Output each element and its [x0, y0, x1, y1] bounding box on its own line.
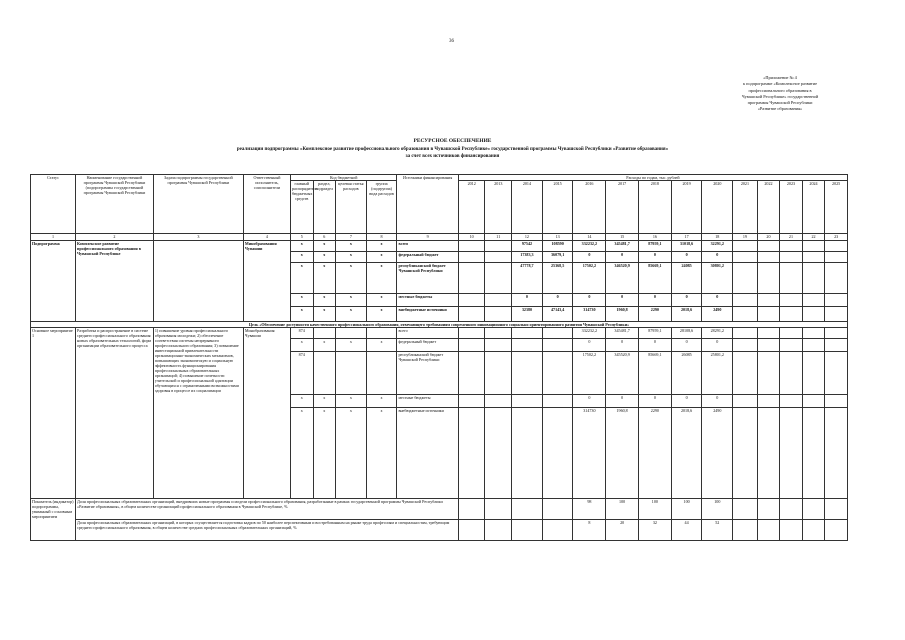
indicator-value: [825, 499, 848, 520]
budget-code: x: [336, 294, 367, 307]
amount-cell: 0: [671, 395, 702, 408]
header-expenses: Расходы по годам, тыс. рублей: [458, 175, 847, 181]
appendix-line: «Приложение № 4: [763, 75, 797, 80]
amount-cell: 0: [512, 294, 543, 307]
amount-cell: [512, 352, 543, 395]
budget-code: 874: [290, 328, 313, 339]
column-number: 12: [512, 234, 543, 241]
year-header: 2016: [573, 181, 606, 234]
amount-cell: [780, 263, 803, 294]
amount-cell: 0: [606, 252, 639, 263]
year-header: 2020: [702, 181, 733, 234]
amount-cell: [825, 339, 848, 352]
amount-cell: 0: [671, 339, 702, 352]
appendix-line: Чувашской Республике» государственной: [741, 93, 819, 99]
funding-source: всего: [397, 328, 458, 339]
amount-cell: [780, 339, 803, 352]
budget-code: x: [366, 294, 397, 307]
budget-code: x: [336, 307, 367, 322]
budget-code: x: [366, 263, 397, 294]
appendix-line: профессионального образования в: [748, 87, 812, 93]
amount-cell: [485, 328, 512, 339]
budget-code: x: [290, 395, 313, 408]
column-number: 23: [825, 234, 848, 241]
amount-cell: [802, 263, 825, 294]
indicator-value: [485, 520, 512, 541]
budget-code: x: [290, 408, 313, 499]
appendix-line: программы Чувашской Республики: [747, 100, 813, 106]
header-section: раздел, подраздел: [313, 181, 336, 234]
budget-code: [336, 328, 367, 339]
year-header: 2015: [542, 181, 573, 234]
column-number: 5: [290, 234, 313, 241]
amount-cell: [802, 408, 825, 499]
budget-code: x: [313, 339, 336, 352]
budget-code: x: [336, 408, 367, 499]
amount-cell: 1960,8: [606, 408, 639, 499]
indicator-value: [757, 499, 780, 520]
amount-cell: 28108,6: [671, 328, 702, 339]
header-grbs: главный распорядитель бюджетных средств: [290, 181, 313, 234]
column-number: 11: [485, 234, 512, 241]
header-target-item: целевая статья расходов: [336, 181, 367, 234]
budget-code: x: [313, 395, 336, 408]
year-header: 2017: [606, 181, 639, 234]
amount-cell: 0: [606, 294, 639, 307]
activity-name: Разработка и распространение в системе среднего профессионального образования новых образовательных технологий, форм организации образовательного процесса: [76, 328, 154, 499]
budget-code: x: [313, 252, 336, 263]
doc-subtitle-2: за счет всех источников финансирования: [405, 154, 500, 159]
budget-code: x: [366, 307, 397, 322]
column-number: 7: [336, 234, 367, 241]
amount-cell: 31018,6: [671, 241, 702, 252]
funding-source: федеральный бюджет: [397, 252, 458, 263]
amount-cell: 32291,2: [702, 241, 733, 252]
amount-cell: [825, 241, 848, 252]
budget-code: [366, 328, 397, 339]
amount-cell: [780, 328, 803, 339]
amount-cell: 17502,2: [573, 263, 606, 294]
amount-cell: 24085: [671, 263, 702, 294]
amount-cell: 2290: [638, 307, 671, 322]
amount-cell: [733, 294, 758, 307]
year-header: 2025: [825, 181, 848, 234]
budget-code: x: [336, 263, 367, 294]
amount-cell: 97542: [512, 241, 543, 252]
column-number: 20: [757, 234, 780, 241]
amount-cell: [733, 339, 758, 352]
funding-source: местные бюджеты: [397, 395, 458, 408]
amount-cell: 85669,1: [638, 263, 671, 294]
indicator-value: [780, 499, 803, 520]
amount-cell: [458, 241, 485, 252]
indicator-value: [542, 499, 573, 520]
amount-cell: [802, 328, 825, 339]
budget-code: x: [313, 408, 336, 499]
budget-code: x: [366, 395, 397, 408]
amount-cell: 0: [638, 294, 671, 307]
column-number: 22: [802, 234, 825, 241]
budget-code: x: [290, 263, 313, 294]
budget-code: x: [336, 252, 367, 263]
column-number: 6: [313, 234, 336, 241]
column-number-row: [31, 234, 848, 241]
amount-cell: 0: [702, 339, 733, 352]
indicator-value: [512, 520, 543, 541]
amount-cell: 0: [606, 339, 639, 352]
amount-cell: [757, 328, 780, 339]
amount-cell: 17502,2: [573, 352, 606, 395]
indicator-value: [802, 499, 825, 520]
column-number: 21: [780, 234, 803, 241]
amount-cell: [802, 395, 825, 408]
header-task: Задача подпрограммы государственной программы Чувашской Республики: [153, 175, 243, 234]
header-group: группа (подгруппа) вида расходов: [366, 181, 397, 234]
amount-cell: 87959,1: [638, 241, 671, 252]
amount-cell: [780, 307, 803, 322]
doc-subtitle: реализации подпрограммы «Комплексное развитие профессионального образования в Чувашской Республике» государственной программы Чувашской Республики «Развитие образования»: [236, 147, 669, 152]
funding-source: внебюджетные источники: [397, 408, 458, 499]
indicator-value: 100: [606, 499, 639, 520]
amount-cell: [512, 395, 543, 408]
indicator-value: [512, 499, 543, 520]
amount-cell: 0: [671, 252, 702, 263]
amount-cell: [825, 252, 848, 263]
page-number: 36: [449, 39, 454, 44]
amount-cell: [757, 408, 780, 499]
amount-cell: 0: [606, 395, 639, 408]
amount-cell: [458, 307, 485, 322]
column-number: 9: [397, 234, 458, 241]
indicator-value: [802, 520, 825, 541]
budget-code: x: [290, 339, 313, 352]
amount-cell: 87959,1: [638, 328, 671, 339]
budget-code: x: [366, 408, 397, 499]
budget-code: x: [290, 294, 313, 307]
budget-code: x: [336, 339, 367, 352]
indicator-value: [733, 520, 758, 541]
amount-cell: [485, 241, 512, 252]
funding-source: федеральный бюджет: [397, 339, 458, 352]
amount-cell: [802, 352, 825, 395]
subprogram-task: [153, 241, 243, 322]
year-header: 2023: [780, 181, 803, 234]
budget-code: x: [313, 294, 336, 307]
activity-task: 1) повышение уровня профессионального образования молодежи; 2) обеспечение соответствия системы непрерывного профессионального образования; 3) повышение инвестиционной привлекательности организационно-экономических механизмов, повышающих экономическую и социальную эффективность функционирования профессиональных образовательных организаций; 4) повышение почетности учительской и профессиональной адаптации обучающихся с ограниченными возможностями здоровья в процессе их социализации: [153, 328, 243, 499]
indicator-value: [780, 520, 803, 541]
column-number: 16: [638, 234, 671, 241]
budget-code: x: [290, 307, 313, 322]
activity-responsible: Минобразования Чувашии: [243, 328, 290, 499]
budget-code: x: [366, 241, 397, 252]
amount-cell: [733, 307, 758, 322]
amount-cell: 345481,7: [606, 241, 639, 252]
amount-cell: [802, 241, 825, 252]
column-number: 10: [458, 234, 485, 241]
amount-cell: 47778,7: [512, 263, 543, 294]
amount-cell: 0: [573, 339, 606, 352]
indicator-value: 100: [702, 499, 733, 520]
amount-cell: 0: [638, 339, 671, 352]
amount-cell: [802, 252, 825, 263]
amount-cell: [458, 263, 485, 294]
indicator-value: 8: [573, 520, 606, 541]
column-number: 4: [243, 234, 290, 241]
budget-code: [366, 352, 397, 395]
indicator-value: [733, 499, 758, 520]
amount-cell: [485, 307, 512, 322]
amount-cell: [757, 252, 780, 263]
amount-cell: 2018,6: [671, 307, 702, 322]
budget-code: x: [366, 339, 397, 352]
amount-cell: [825, 408, 848, 499]
amount-cell: 36079,1: [542, 252, 573, 263]
appendix-line: «Развитие образования»: [757, 106, 803, 112]
column-number: 13: [542, 234, 573, 241]
column-number: 14: [573, 234, 606, 241]
amount-cell: 2490: [702, 307, 733, 322]
subprogram-responsible: Минобразования Чувашии: [243, 241, 290, 322]
amount-cell: [757, 395, 780, 408]
indicator-value: [458, 499, 485, 520]
amount-cell: 47143,4: [542, 307, 573, 322]
amount-cell: 26085: [671, 352, 702, 395]
column-number: 17: [671, 234, 702, 241]
budget-code: x: [313, 307, 336, 322]
amount-cell: 332232,2: [573, 328, 606, 339]
amount-cell: 0: [573, 395, 606, 408]
amount-cell: [802, 307, 825, 322]
indicator-value: 20: [606, 520, 639, 541]
amount-cell: 0: [702, 395, 733, 408]
amount-cell: 0: [638, 252, 671, 263]
amount-cell: 345481,7: [606, 328, 639, 339]
amount-cell: [733, 352, 758, 395]
amount-cell: 0: [671, 294, 702, 307]
budget-code: [336, 352, 367, 395]
budget-code: x: [366, 252, 397, 263]
indicator-value: 52: [702, 520, 733, 541]
indicator-value: [458, 520, 485, 541]
activity-status: Основное мероприятие 1: [31, 328, 76, 499]
amount-cell: [780, 241, 803, 252]
amount-cell: [542, 395, 573, 408]
amount-cell: [485, 352, 512, 395]
amount-cell: [757, 352, 780, 395]
amount-cell: 2290: [638, 408, 671, 499]
year-header: 2022: [757, 181, 780, 234]
indicator-value: 100: [671, 499, 702, 520]
amount-cell: [458, 408, 485, 499]
amount-cell: [512, 339, 543, 352]
indicator-row: [31, 499, 848, 520]
indicator-text: Доля профессиональных образовательных организаций, внедривших новые программы и модели профессионального образования, разработанные в рамках государственной программы Чувашской Республики «Развитие образования», в общем количестве организаций профессионального образования в Чувашской Республике, %: [76, 499, 459, 520]
indicator-value: [542, 520, 573, 541]
year-header: 2014: [512, 181, 543, 234]
amount-cell: [780, 294, 803, 307]
budget-code: x: [290, 252, 313, 263]
amount-cell: [780, 352, 803, 395]
amount-cell: 25801,2: [702, 352, 733, 395]
amount-cell: 1960,8: [606, 307, 639, 322]
indicator-status: Показатель (индикатор) подпрограммы, увязанный с основным мероприятием: [31, 499, 76, 541]
amount-cell: [485, 294, 512, 307]
amount-cell: 2018,6: [671, 408, 702, 499]
budget-code: [313, 352, 336, 395]
amount-cell: [733, 252, 758, 263]
amount-cell: [458, 294, 485, 307]
amount-cell: [825, 352, 848, 395]
amount-cell: [485, 252, 512, 263]
funding-source: республиканский бюджет Чувашской Республики: [397, 263, 458, 294]
indicator-value: 44: [671, 520, 702, 541]
amount-cell: 346520,9: [606, 263, 639, 294]
header-name: Наименование государственной программы Чувашской Республики (подпрограммы государственной программы Чувашской Республики: [76, 175, 154, 234]
header-budget-codes: Код бюджетной: [290, 175, 396, 181]
amount-cell: 2490: [702, 408, 733, 499]
budget-code: x: [313, 241, 336, 252]
header-status: Статус: [31, 175, 76, 234]
column-number: 15: [606, 234, 639, 241]
table-body: [31, 175, 848, 541]
amount-cell: 314730: [573, 408, 606, 499]
amount-cell: [757, 339, 780, 352]
appendix-line: к подпрограмме «Комплексное развитие: [743, 81, 817, 87]
year-header: 2019: [671, 181, 702, 234]
resource-table: [30, 174, 848, 541]
indicator-value: 98: [573, 499, 606, 520]
amount-cell: [825, 294, 848, 307]
amount-cell: 314730: [573, 307, 606, 322]
amount-cell: 85669,1: [638, 352, 671, 395]
amount-cell: [542, 352, 573, 395]
amount-cell: [458, 328, 485, 339]
activity-row: [31, 328, 848, 339]
amount-cell: 332232,2: [573, 241, 606, 252]
amount-cell: 25368,5: [542, 263, 573, 294]
amount-cell: [825, 307, 848, 322]
column-number: 8: [366, 234, 397, 241]
appendix-note: [705, 75, 855, 113]
amount-cell: 0: [573, 294, 606, 307]
amount-cell: [733, 241, 758, 252]
indicator-value: 100: [638, 499, 671, 520]
amount-cell: [825, 328, 848, 339]
year-header: 2013: [485, 181, 512, 234]
amount-cell: [757, 294, 780, 307]
amount-cell: [757, 241, 780, 252]
year-header: 2024: [802, 181, 825, 234]
amount-cell: [485, 339, 512, 352]
amount-cell: 108590: [542, 241, 573, 252]
column-number: 19: [733, 234, 758, 241]
funding-source: местные бюджеты: [397, 294, 458, 307]
amount-cell: 0: [702, 252, 733, 263]
indicator-value: 32: [638, 520, 671, 541]
amount-cell: [485, 395, 512, 408]
amount-cell: [512, 408, 543, 499]
amount-cell: [780, 408, 803, 499]
amount-cell: [485, 263, 512, 294]
doc-title: РЕСУРСНОЕ ОБЕСПЕЧЕНИЕ: [413, 138, 492, 144]
amount-cell: 17383,3: [512, 252, 543, 263]
amount-cell: [458, 339, 485, 352]
amount-cell: [733, 395, 758, 408]
budget-code: x: [336, 395, 367, 408]
header-source: Источники финансирования: [397, 175, 458, 234]
budget-code: x: [313, 263, 336, 294]
year-header: 2018: [638, 181, 671, 234]
amount-cell: [757, 307, 780, 322]
budget-code: x: [290, 241, 313, 252]
amount-cell: [780, 395, 803, 408]
funding-source: республиканский бюджет Чувашской Республики: [397, 352, 458, 395]
column-number: 18: [702, 234, 733, 241]
budget-code: [313, 328, 336, 339]
budget-code: 874: [290, 352, 313, 395]
column-number: 3: [153, 234, 243, 241]
amount-cell: [542, 339, 573, 352]
indicator-value: [757, 520, 780, 541]
header-responsible: Ответственный исполнитель, соисполнители: [243, 175, 290, 234]
indicator-value: [825, 520, 848, 541]
amount-cell: [802, 294, 825, 307]
amount-cell: [485, 408, 512, 499]
funding-source: всего: [397, 241, 458, 252]
amount-cell: 32380: [512, 307, 543, 322]
indicator-value: [485, 499, 512, 520]
amount-cell: [780, 252, 803, 263]
amount-cell: 0: [542, 294, 573, 307]
indicator-row: [31, 520, 848, 541]
year-header: 2021: [733, 181, 758, 234]
amount-cell: 28291,2: [702, 328, 733, 339]
amount-cell: [825, 395, 848, 408]
amount-cell: [458, 352, 485, 395]
amount-cell: [733, 408, 758, 499]
amount-cell: 0: [702, 294, 733, 307]
budget-code: x: [336, 241, 367, 252]
year-header: 2012: [458, 181, 485, 234]
amount-cell: 345520,9: [606, 352, 639, 395]
amount-cell: [757, 263, 780, 294]
amount-cell: [733, 328, 758, 339]
funding-source: внебюджетные источники: [397, 307, 458, 322]
goal-text: Цель «Обеспечение доступности качественного профессионального образования, отвечающего требованиям современного инновационного социально ориентированного развития Чувашской Республики»: [31, 322, 848, 328]
amount-cell: 0: [573, 252, 606, 263]
amount-cell: [458, 252, 485, 263]
subprogram-name: Комплексное развитие профессионального образования в Чувашской Республике: [76, 241, 154, 322]
amount-cell: [512, 328, 543, 339]
amount-cell: [825, 263, 848, 294]
indicator-text: Доля профессиональных образовательных организаций, в которых осуществляется подготовка кадров по 50 наиболее перспективным и востребованным на рынке труда профессиям и специальностям, требующим среднего профессионального образования, в общем количестве средних профессиональных образовательных организаций, %: [76, 520, 459, 541]
column-number: 2: [76, 234, 154, 241]
amount-cell: [733, 263, 758, 294]
amount-cell: [802, 339, 825, 352]
amount-cell: [458, 395, 485, 408]
column-number: 1: [31, 234, 76, 241]
amount-cell: [542, 408, 573, 499]
subprogram-row: [31, 241, 848, 252]
subprogram-status: Подпрограмма: [31, 241, 76, 322]
amount-cell: 0: [638, 395, 671, 408]
amount-cell: [542, 328, 573, 339]
amount-cell: 30801,2: [702, 263, 733, 294]
